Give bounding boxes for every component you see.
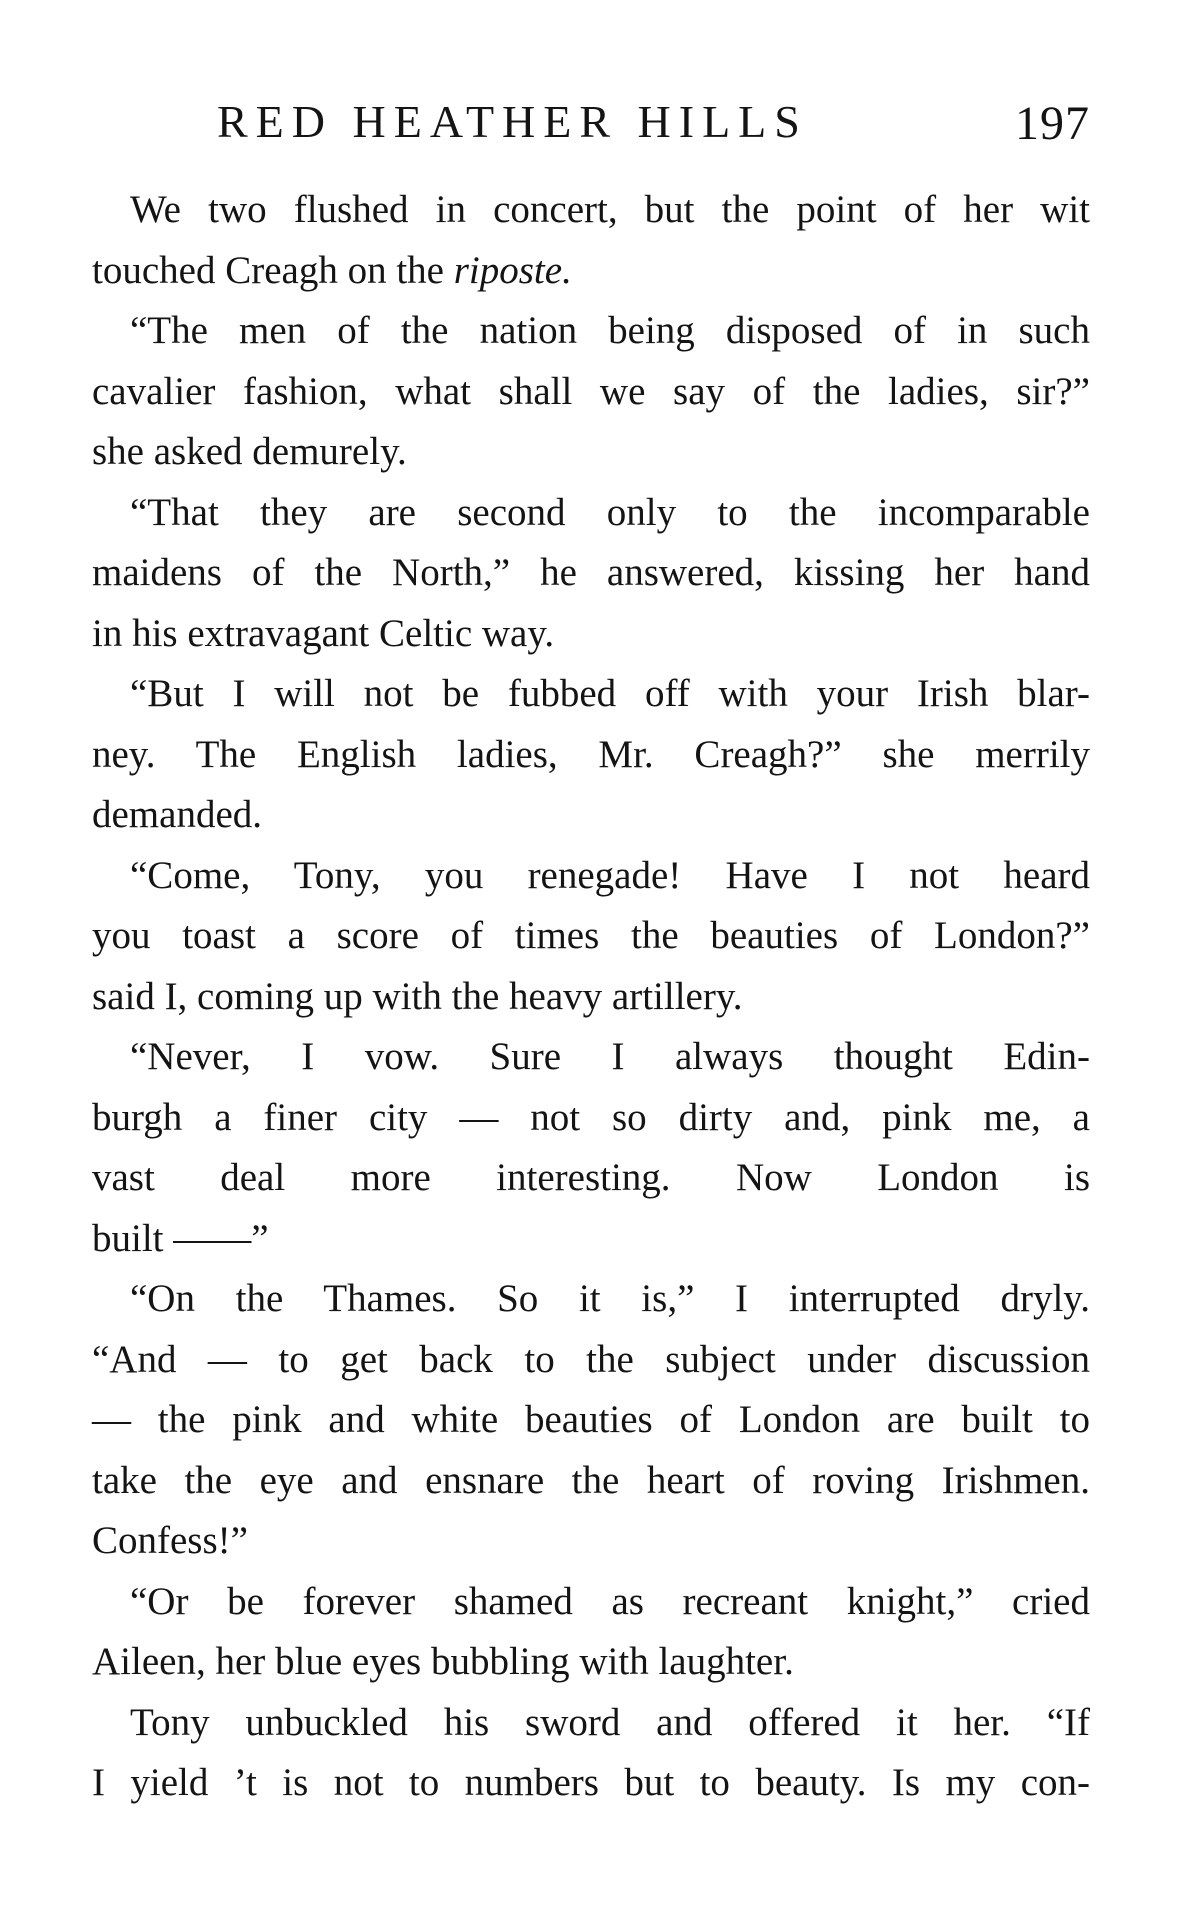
text-line: she asked demurely. — [92, 430, 407, 473]
paragraph — [92, 1269, 1090, 1572]
paragraph — [92, 1572, 1090, 1693]
page-number: 197 — [1015, 97, 1090, 150]
running-title: RED HEATHER HILLS — [217, 96, 808, 147]
text-line — [92, 241, 1090, 302]
text-line: — the pink and white beauties of London are built to — [92, 1398, 1090, 1441]
text-line: “Or be forever shamed as recreant knight,” cried — [130, 1579, 1090, 1623]
body-text — [92, 180, 1090, 1814]
text-line: ney. The English ladies, Mr. Creagh?” she merrily — [92, 732, 1090, 776]
text-line: burgh a finer city — not so dirty and, pink me, a — [92, 1095, 1090, 1139]
text-line: built ——” — [92, 1216, 269, 1260]
paragraph — [92, 483, 1090, 665]
text-line: We two flushed in concert, but the point of her wit — [130, 188, 1090, 231]
text-line: in his extravagant Celtic way. — [92, 611, 555, 655]
text-line: “But I will not be fubbed off with your Irish blar- — [130, 672, 1090, 715]
text-line: “And — to get back to the subject under discussion — [92, 1337, 1090, 1381]
text-line: “The men of the nation being disposed of in such — [130, 309, 1090, 352]
text-line: take the eye and ensnare the heart of roving Irishmen. — [92, 1458, 1090, 1502]
text-line: “That they are second only to the incomparable — [130, 490, 1090, 534]
text-line: maidens of the North,” he answered, kissing her hand — [92, 551, 1090, 594]
paragraph — [92, 1027, 1090, 1269]
text-line-part: touched Creagh on the — [92, 248, 454, 292]
text-line: Confess!” — [92, 1519, 248, 1562]
text-line: vast deal more interesting. Now London is — [92, 1156, 1090, 1199]
paragraph — [92, 846, 1090, 1028]
text-line: said I, coming up with the heavy artillery. — [92, 974, 743, 1018]
text-line: Aileen, her blue eyes bubbling with laughter. — [92, 1640, 794, 1683]
page-header — [92, 92, 1090, 152]
paragraph — [92, 664, 1090, 846]
paragraph — [92, 1693, 1090, 1814]
text-line: Tony unbuckled his sword and offered it her. “If — [130, 1700, 1090, 1744]
italic-word: riposte. — [453, 248, 572, 292]
text-line: I yield ’t is not to numbers but to beauty. Is my con- — [92, 1761, 1090, 1804]
text-line: “On the Thames. So it is,” I interrupted dryly. — [130, 1277, 1090, 1320]
text-line: demanded. — [92, 793, 263, 836]
text-line: “Come, Tony, you renegade! Have I not heard — [130, 853, 1090, 897]
text-line: you toast a score of times the beauties of London?” — [92, 914, 1090, 957]
text-line: “Never, I vow. Sure I always thought Edin- — [130, 1035, 1090, 1078]
paragraph — [92, 301, 1090, 483]
text-line: cavalier fashion, what shall we say of the ladies, sir?” — [92, 369, 1090, 413]
paragraph — [92, 180, 1090, 301]
